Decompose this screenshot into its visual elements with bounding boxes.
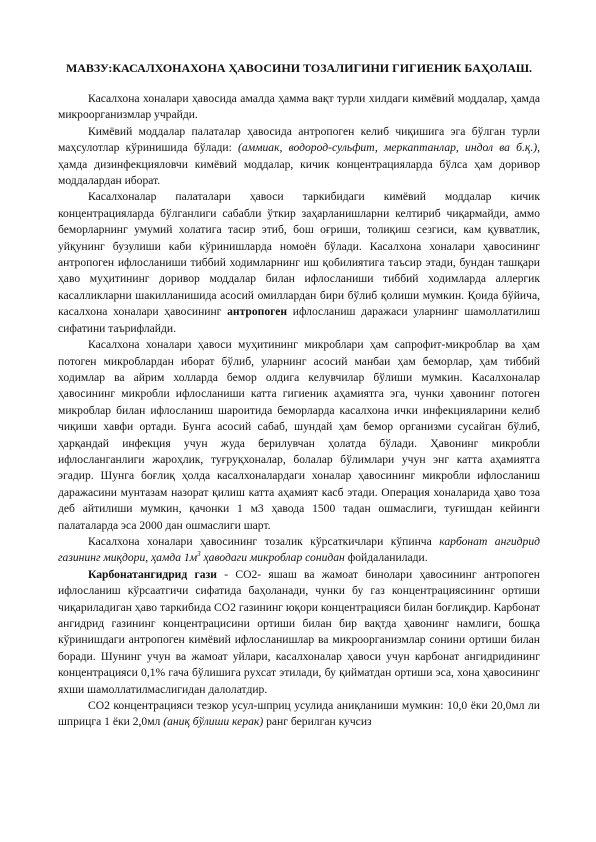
paragraph-6 bbox=[58, 567, 540, 698]
paragraph-5-italic-b: карбонат ангидрид газининг миқдори, ҳамда 1м bbox=[58, 534, 540, 565]
paragraph-7-text-c: ранг берилган кучсиз bbox=[263, 715, 372, 729]
paragraph-5-text-a: Касалхона хоналари ҳавосининг тозалик кўрсаткичлари кўпинча bbox=[88, 534, 440, 548]
paragraph-6-text-b: - СО2- яшаш ва жамоат бинолари ҳавосининг антропоген ифлосланиш кўрсаатгичи сифатида баҳоланади, чунки бу газ концентрациясининг ортиши чиқариладиган ҳаво таркибида СО2 газининг юқори концентрацияси билан боғлиқдир. Карбонат ангидрид газининг концентрацисини ортиши билан бир вақтда ҳавонинг намлиги, бошқа кўринишдаги антропоген кимёвий ифлосланишлар ва микроорганизмлар сонини ортиши билан боради. Шунинг учун ва жамоат уйлари, касалхоналар ҳавоси учун карбонат ангидридининг концентрацияси 0,1% гача бўлишига рухсат этилади, бу қийматдан ортиши эса, хона ҳавосининг яхши шамоллатилмаслигидан далолатдир. bbox=[58, 567, 540, 696]
paragraph-2-italic: (аммиак, водород-сульфит, меркаптанлар, индол ва б.қ.), bbox=[238, 141, 540, 155]
paragraph-1: Касалхона хоналари ҳавосида амалда ҳамма вақт турли хилдаги кимёвий моддалар, ҳамда микроорганизмлар учрайди. bbox=[58, 92, 540, 122]
paragraph-5-italic-c: ҳаводаги микроблар сонидан bbox=[200, 551, 345, 565]
paragraph-7 bbox=[58, 698, 540, 731]
paragraph-6-bold: Карбонатангидрид гази bbox=[88, 567, 217, 581]
document-page bbox=[58, 60, 540, 731]
superscript-3: 3 bbox=[197, 550, 201, 559]
paragraph-2-text-c: ҳамда дизинфекцияловчи кимёвий моддалар, кичик концентрацияларда бўлса ҳам доривор моддалардан иборат. bbox=[58, 157, 540, 188]
document-title: МАВЗУ:КАСАЛХОНАХОНА ҲАВОСИНИ ТОЗАЛИГИНИ ГИГИЕНИК БАҲОЛАШ. bbox=[65, 61, 533, 75]
paragraph-7-text-a: СО2 концентрацияси тезкор усул-шприц усулида аниқланиши мумкин: 10,0 ёки 20,0мл ли шприцга 1 ёки 2,0мл bbox=[58, 699, 540, 729]
paragraph-3-text-a: Касалхоналар палаталари ҳавоси таркибидаги кимёвий моддалар кичик концентрацияларда бўлганлиги сабабли ўткир заҳарланишларни келтириб чиқармайди, аммо беморларнинг умумий холатига тасир этиб, бош оғриши, толиқиш сезгиси, кам қувватлик, уйқунинг бузулиши каби кўринишларда номоён бўлади. Касалхона хоналари ҳавосининг антропоген ифлосланиши тиббий ходимларнинг иш қобилиятига таъсир этади, бундан ташқари ҳаво муҳитининг доривор моддалар билан ифлосланиши тиббий ходимларда аллергик касалликларни шакилланишида асосий омиллардан бири бўлиб қолиши мумкин. Қоида бўйича, касалхона хоналари ҳавосининг bbox=[58, 190, 540, 319]
paragraph-3 bbox=[58, 189, 540, 337]
paragraph-7-italic: (аниқ бўлиши керак) bbox=[163, 715, 264, 729]
paragraph-2 bbox=[58, 124, 540, 190]
paragraph-4: Касалхона хоналари ҳавоси муҳитининг микроблари ҳам сапрофит-микроблар ва ҳам потоген микроблардан иборат бўлиб, уларнинг асосий манбаи ҳам беморлар, ҳам тиббий ходимлар ва айрим холларда бемор олдига келувчилар бўлиши мумкин. Касалхоналар ҳавосининг микробли ифлосланиши катта гигиеник аҳамиятга эга, чунки ҳавонинг потоген микроблар билан ифлосланиш шароитида беморларда касалхона ички инфекцияларини келиб чиқиши хавфи ортади. Бунга асосий сабаб, шундай ҳам бемор организми сусайган бўлиб, ҳарқандай инфекция учун жуда берилувчан ҳолатда бўлади. Ҳавонинг микробли ифлосланганлиги жароҳлик, туғруқхоналар, болалар бўлимлари учун энг катта аҳамиятга эгадир. Шунга боғлиқ ҳолда касалхоналардаги хоналар ҳавосининг микробли ифлосланиш даражасини мунтазам назорат қилиш катта аҳамият касб этади. Операция хоналарида ҳаво тоза деб айтилиши мумкин, қачонки 1 м3 ҳавода 1500 тадан ошмаслиги, туғишдан кейинги палаталарда эса 2000 дан ошмаслиги шарт. bbox=[58, 338, 540, 532]
paragraph-2-text-a: Кимёвий моддалар палаталар ҳавосида антропоген келиб чиқишига эга бўлган турли маҳсулотлар кўринишида бўлади: bbox=[58, 124, 540, 155]
paragraph-3-text-c: ифлосланиш даражаси уларнинг шамоллатилиш сифатини таърифлайди. bbox=[58, 305, 540, 335]
paragraph-3-bold: антропоген bbox=[227, 305, 288, 319]
paragraph-5 bbox=[58, 534, 540, 567]
paragraph-5-text-d: фойдаланилади. bbox=[344, 551, 428, 565]
